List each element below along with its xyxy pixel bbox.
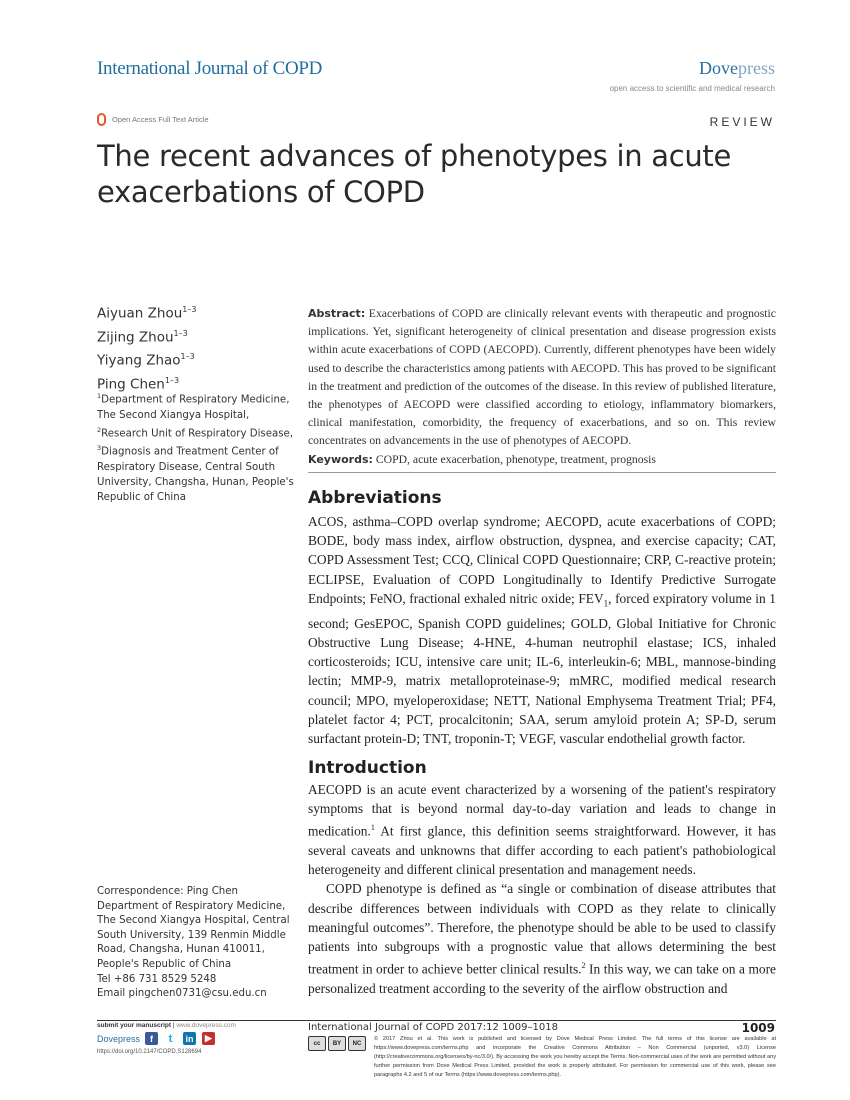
publisher-tagline: open access to scientific and medical research — [609, 84, 775, 93]
open-access-text: Open Access Full Text Article — [112, 115, 209, 124]
citation: International Journal of COPD 2017:12 1009–1018 — [308, 1022, 558, 1033]
footer-divider — [97, 1020, 776, 1021]
introduction-heading: Introduction — [308, 758, 427, 778]
license-text: © 2017 Zhou et al. This work is published and licensed by Dove Medical Press Limited. The full terms of this license are available at https://www.dovepress.com/terms.php and incorporate the Creative Commons Attribution – Non Commercial (unported, v3.0) License (http://creativecommons.org/licenses/by-nc/3.0/). By accessing the work you hereby accept the Terms. Non-commercial uses of the work are permitted without any further permission from Dove Medical Press Limited, provided the work is properly attributed. For permission for commercial use of this work, please see paragraphs 4.2 and 5 of our Terms (https://www.dovepress.com/terms.php). — [374, 1036, 776, 1078]
journal-name: International Journal of COPD — [97, 58, 323, 79]
introduction-body — [308, 780, 776, 998]
correspondence-label: Correspondence: Ping Chen — [97, 886, 238, 897]
correspondence-tel: Tel +86 731 8529 5248 — [97, 973, 217, 985]
dovepress-logo: Dovepress — [97, 1034, 141, 1044]
linkedin-icon[interactable]: in — [183, 1032, 196, 1045]
creative-commons-icon: cc BY NC — [308, 1036, 366, 1051]
article-type: REVIEW — [709, 115, 775, 129]
social-links — [145, 1032, 215, 1045]
correspondence-email[interactable]: Email pingchen0731@csu.edu.cn — [97, 988, 267, 1000]
affiliations: $^1$Department of Respiratory Medicine, The Second Xiangya Hospital, $^2$Research Unit of Respiratory Disease, $^3$Diagnosis and Treatment Center of Respiratory Disease, Central South University, Changsha, Hunan, People's Republic of China — [97, 392, 294, 504]
open-access-lock-icon — [97, 113, 106, 126]
abbreviations-heading: Abbreviations — [308, 488, 442, 508]
publisher-logo — [699, 58, 775, 79]
author-list — [97, 300, 196, 394]
author: Ping Chen$^{1-3}$ — [97, 375, 180, 392]
page-number: 1009 — [741, 1021, 775, 1035]
author: Zijing Zhou$^{1-3}$ — [97, 328, 188, 345]
paragraph: COPD phenotype is defined as “a single or combination of disease attributes that describe differences between individuals with COPD as they relate to clinically meaningful outcomes”. Therefore, the phenotype should be able to be used to classify patients into subgroups with a prognostic value that allows determining the best treatment in order to achieve better clinical results.$^2$ In this way, we can take on a more personalized treatment according to the severity of the airflow obstruction and — [308, 881, 777, 996]
submit-link[interactable]: submit your manuscript | www.dovepress.com — [97, 1022, 236, 1029]
publisher-main: Dove — [699, 58, 738, 78]
doi-link[interactable]: https://doi.org/10.2147/COPD.S128694 — [97, 1049, 202, 1055]
divider — [308, 472, 776, 473]
paragraph: AECOPD is an acute event characterized by a worsening of the patient's respiratory symptoms that is beyond normal day-to-day variation and leads to change in medication.$^1$ At first glance, this definition seems straightforward. However, it has several caveats and unknowns that differ according to each patient's pathobiological heterogeneity and different clinical presentation and management needs. — [308, 782, 776, 878]
youtube-icon[interactable]: ▶ — [202, 1032, 215, 1045]
twitter-icon[interactable]: t — [164, 1032, 177, 1045]
abbreviations-text: ACOS, asthma–COPD overlap syndrome; AECOPD, acute exacerbations of COPD; BODE, body mass index, airflow obstruction, dyspnea, and exercise capacity; CAT, COPD Assessment Test; CCQ, Clinical COPD Questionnaire; CRP, C-reactive protein; ECLIPSE, Evaluation of COPD Longitudinally to Identify Predictive Surrogate Endpoints; FeNO, fractional exhaled nitric oxide; $FEV_1$, forced expiratory volume in 1 second; GesEPOC, Spanish COPD guidelines; GOLD, Global Initiative for Chronic Obstructive Lung Disease; 4-HNE, 4-human neutrophil elastase; ICS, inhaled corticosteroids; ICU, intensive care unit; IL-6, interleukin-6; MBL, mannose-binding lectin; MMP-9, matrix metalloproteinase-9; mMRC, modified medical research council; MPO, myeloperoxidase; NETT, National Emphysema Treatment Trial; PF4, platelet factor 4; PCT, procalcitonin; SAA, serum amyloid protein A; SP-D, serum surfactant protein-D; TNT, troponin-T; VEGF, vascular endothelial growth factor. — [308, 514, 776, 746]
abstract: Abstract: Exacerbations of COPD are clinically relevant events with therapeutic and prognostic implications. Yet, significant heterogeneity of clinical presentation and disease progression exists within acute exacerbations of COPD (AECOPD). Currently, different phenotypes have been widely used to describe the characteristics among patients with AECOPD. This has proved to be significant in the treatment and prediction of the outcomes of the disease. In this review of published literature, the phenotypes of AECOPD were classified according to etiology, inflammatory biomarkers, clinical manifestation, comorbidity, the frequency of exacerbations, and so on. This review concentrates on advancements in the use of phenotypes of AECOPD. Keywords: COPD, acute exacerbation, phenotype, treatment, prognosis — [308, 307, 776, 466]
correspondence — [97, 885, 302, 1002]
open-access-label — [97, 113, 209, 126]
author: Aiyuan Zhou$^{1-3}$ — [97, 305, 197, 322]
author: Yiyang Zhao$^{1-3}$ — [97, 352, 195, 369]
facebook-icon[interactable]: f — [145, 1032, 158, 1045]
correspondence-address: Department of Respiratory Medicine, The Second Xiangya Hospital, Central South University, 139 Renmin Middle Road, Changsha, Hunan 410011, People's Republic of China — [97, 900, 290, 970]
article-title: The recent advances of phenotypes in acute exacerbations of COPD — [97, 139, 732, 209]
publisher-suffix: press — [738, 58, 775, 78]
